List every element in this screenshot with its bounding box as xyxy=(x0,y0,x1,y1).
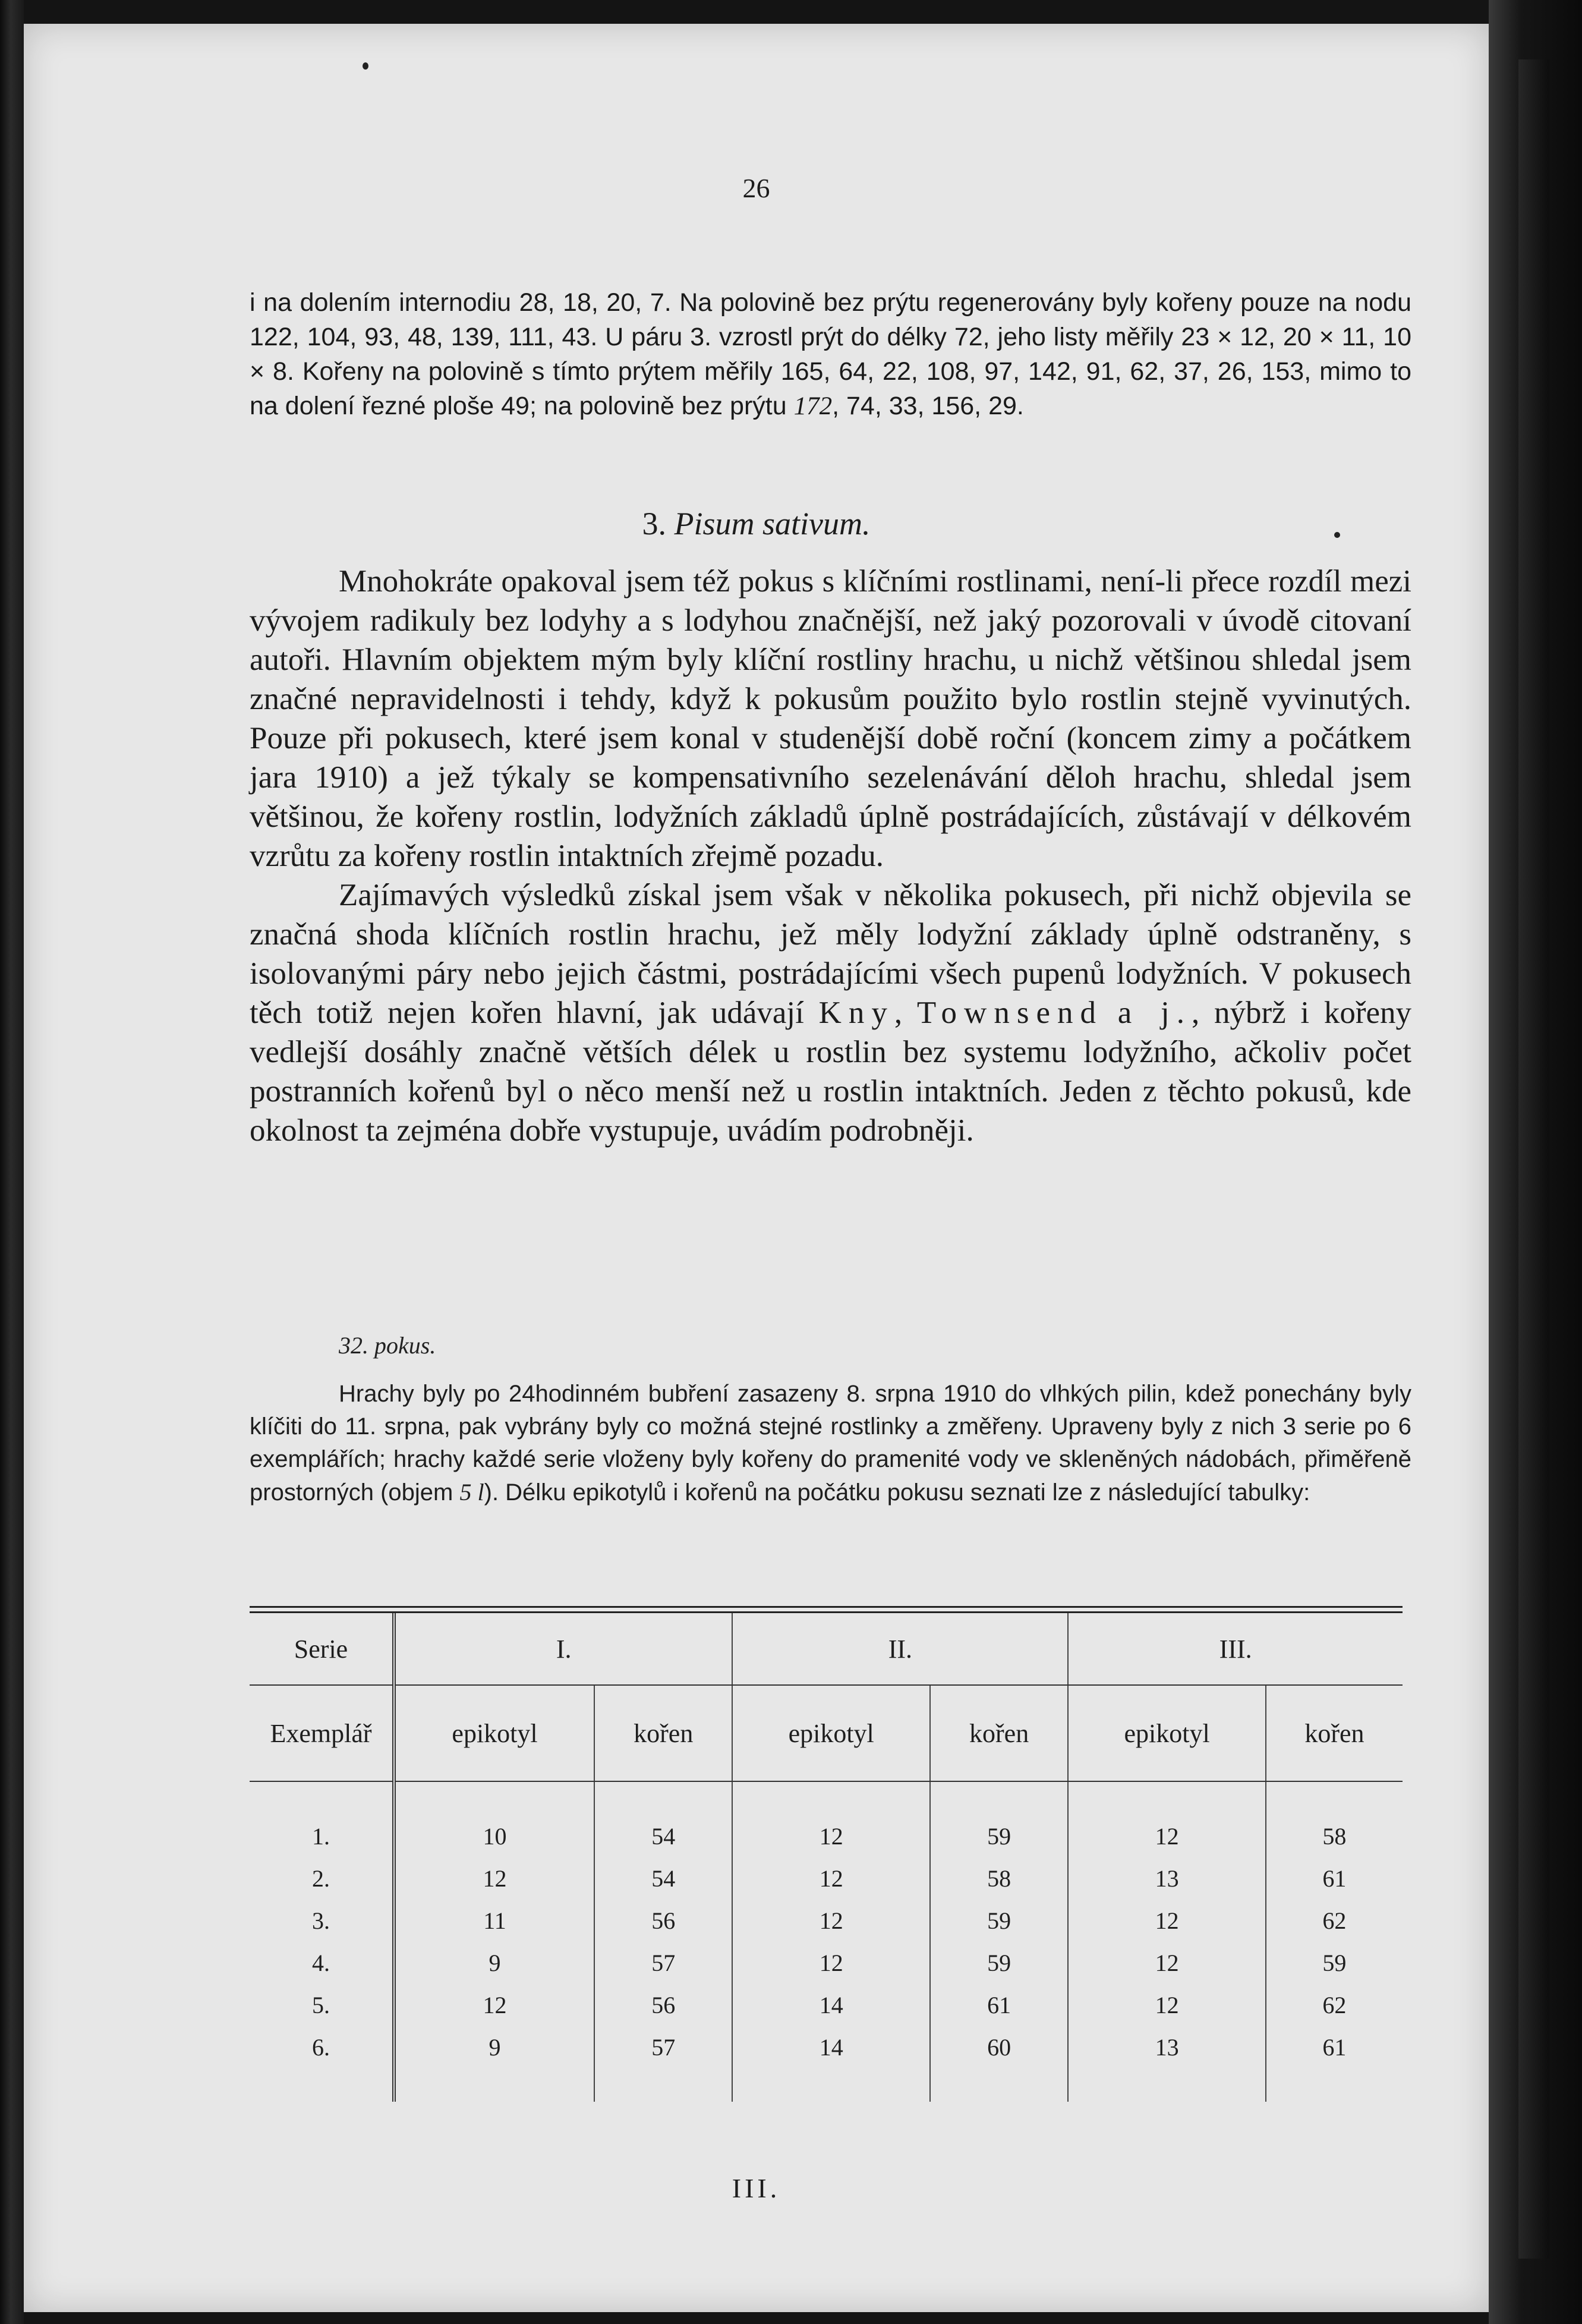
table-spacer xyxy=(250,2068,1403,2102)
intro-italic-value: 172 xyxy=(793,392,833,420)
header-exemplar: Exemplář xyxy=(250,1685,394,1781)
header-col: kořen xyxy=(1266,1685,1403,1781)
header-col: kořen xyxy=(594,1685,732,1781)
experiment-volume: 5 l xyxy=(459,1479,484,1506)
cell: 12 xyxy=(1068,1942,1266,1984)
header-series-3: III. xyxy=(1068,1613,1403,1685)
cell: 14 xyxy=(732,2026,930,2068)
cell: 13 xyxy=(1068,2026,1266,2068)
row-index: 6. xyxy=(312,2034,330,2061)
cell: 14 xyxy=(732,1984,930,2026)
cell: 12 xyxy=(1068,1984,1266,2026)
cell: 12 xyxy=(1068,1900,1266,1942)
table-header-series xyxy=(250,1613,1403,1685)
header-series-1: I. xyxy=(394,1613,732,1685)
body-paragraph-1: Mnohokráte opakoval jsem též pokus s klíčními rostlinami, není-li přece rozdíl mezi vývojem radikuly bez lodyhy a s lodyhou značnější, než jaký pozorovali v úvodě citovaní autoři. Hlavním objektem mým byly klíční rostliny hrachu, u nichž většinou shledal jsem značné nepravidelnosti i tehdy, když k pokusům použito bylo rostlin stejně vyvinutých. Pouze při pokusech, které jsem konal v studenější době roční (koncem zimy a počátkem jara 1910) a jež týkaly se kompensativního sezelenávání děloh hrachu, shledal jsem většinou, že kořeny rostlin, lodyžních základů úplně postrádajících, zůstávají v délkovém vzrůtu za kořeny rostlin intaktních zřejmě pozadu. xyxy=(250,564,1411,873)
section-title: Pisum sativum. xyxy=(674,506,871,541)
table-header-columns xyxy=(250,1685,1403,1781)
row-index: 1. xyxy=(312,1823,330,1850)
cell: 62 xyxy=(1266,1984,1403,2026)
cell: 59 xyxy=(930,1900,1068,1942)
cell: 59 xyxy=(930,1942,1068,1984)
cell: 60 xyxy=(930,2026,1068,2068)
page-number: 26 xyxy=(742,173,770,203)
cell: 56 xyxy=(594,1900,732,1942)
table-row xyxy=(250,1984,1403,2026)
header-serie: Serie xyxy=(250,1613,394,1685)
cell: 12 xyxy=(394,1984,594,2026)
cell: 59 xyxy=(1266,1942,1403,1984)
experiment-text-start: Hrachy byly po 24hodinném bubření zasazeny 8. srpna 1910 do vlhkých pilin, kdež ponechány byly klíčiti do 11. srpna, pak vybrány byly co možná stejné rostlinky a změřeny. Upraveny byly z nich 3 serie po 6 exemplářích; hrachy každé serie vloženy byly kořeny do pramenité vody ve skleněných nádobách, přiměřeně prostorných (objem xyxy=(250,1381,1411,1506)
table-row xyxy=(250,2026,1403,2068)
row-index: 4. xyxy=(312,1950,330,1976)
header-col: epikotyl xyxy=(732,1685,930,1781)
body-paragraph-2-end: , nýbrž i kořeny vedlejší dosáhly značně větších délek u rostlin bez systemu lodyžního, ačkoliv počet postranních kořenů byl o něco menší než u rostlin intaktních. Jeden z těchto pokusů, kde okolnost ta zejména dobře vystupuje, uvádím podrobněji. xyxy=(250,996,1412,1148)
body-block xyxy=(250,562,1411,1150)
experiment-paragraph xyxy=(250,1378,1411,1509)
measurement-table xyxy=(250,1613,1403,2102)
cell: 9 xyxy=(394,2026,594,2068)
cell: 56 xyxy=(594,1984,732,2026)
film-border-left xyxy=(0,0,24,2324)
author-connector: a j. xyxy=(1117,996,1192,1030)
header-col: kořen xyxy=(930,1685,1068,1781)
author-townsend: Townsend xyxy=(916,996,1103,1030)
cell: 54 xyxy=(594,1857,732,1900)
body-paragraph-2: Zajímavých výsledků získal jsem však v několika pokusech, při nichž objevila se značná shoda klíčních rostlin hrachu, jež měly lodyžní základy úplně odstraněny, s isolovanými páry nebo jejich částmi, postrádajícími všech pupenů lodyžních. V pokusech těch totiž nejen kořen hlavní, jak udávají Kny, Townsend a j., nýbrž i kořeny vedlejší dosáhly značně větších délek u rostlin bez systemu lodyžního, ačkoliv počet postranních kořenů byl o něco menší než u rostlin intaktních. Jeden z těchto pokusů, kde okolnost ta zejména dobře vystupuje, uvádím podrobněji. xyxy=(250,878,1412,1148)
cell: 61 xyxy=(1266,2026,1403,2068)
cell: 9 xyxy=(394,1942,594,1984)
row-index: 2. xyxy=(312,1865,330,1892)
header-series-2: II. xyxy=(732,1613,1068,1685)
header-col: epikotyl xyxy=(1068,1685,1266,1781)
table-spacer xyxy=(250,1781,1403,1815)
cell: 11 xyxy=(394,1900,594,1942)
cell: 58 xyxy=(930,1857,1068,1900)
cell: 61 xyxy=(1266,1857,1403,1900)
cell: 61 xyxy=(930,1984,1068,2026)
body-paragraph-2-start: Zajímavých výsledků získal jsem však v několika pokusech, při nichž objevila se značná shoda klíčních rostlin hrachu, jež měly lodyžní základy úplně odstraněny, s isolovanými páry nebo jejich částmi, postrádajícími všech pupenů lodyžních. V pokusech těch totiž nejen kořen hlavní, jak udávají xyxy=(250,878,1411,1030)
cell: 12 xyxy=(732,1857,930,1900)
document-page xyxy=(24,24,1489,2312)
cell: 54 xyxy=(594,1815,732,1857)
table-row xyxy=(250,1857,1403,1900)
table-row xyxy=(250,1815,1403,1857)
experiment-label: 32. pokus. xyxy=(339,1332,436,1359)
measurement-table-wrap xyxy=(250,1606,1403,2102)
cell: 57 xyxy=(594,1942,732,1984)
intro-tail: , 74, 33, 156, 29. xyxy=(832,392,1024,420)
dust-speck xyxy=(363,62,368,70)
intro-text: i na dolením internodiu 28, 18, 20, 7. Na polovině bez prýtu regenerovány byly kořeny pouze na nodu 122, 104, 93, 48, 139, 111, 43. U páru 3. vzrostl prýt do délky 72, jeho listy měřily 23 × 12, 20 × 11, 10 × 8. Kořeny na polovině s tímto prýtem měřily 165, 64, 22, 108, 97, 142, 91, 62, 37, 26, 153, mimo to na dolení řezné ploše 49; na polovině bez prýtu xyxy=(250,288,1411,420)
cell: 62 xyxy=(1266,1900,1403,1942)
cell: 12 xyxy=(732,1942,930,1984)
cell: 12 xyxy=(732,1900,930,1942)
experiment-text-end: ). Délku epikotylů i kořenů na počátku pokusu seznati lze z následující tabulky: xyxy=(484,1479,1310,1506)
cell: 59 xyxy=(930,1815,1068,1857)
experiment-block xyxy=(250,1378,1411,1509)
row-index: 3. xyxy=(312,1907,330,1934)
intro-block xyxy=(250,285,1411,424)
table-row xyxy=(250,1900,1403,1942)
cell: 13 xyxy=(1068,1857,1266,1900)
section-heading xyxy=(24,505,1489,542)
table-row xyxy=(250,1942,1403,1984)
film-edge-strip xyxy=(1518,59,1549,2259)
cell: 58 xyxy=(1266,1815,1403,1857)
header-col: epikotyl xyxy=(394,1685,594,1781)
cell: 10 xyxy=(394,1815,594,1857)
table-top-rule xyxy=(250,1606,1403,1613)
cell: 12 xyxy=(732,1815,930,1857)
signature-mark: III. xyxy=(732,2173,781,2203)
author-kny: Kny xyxy=(818,996,894,1030)
row-index: 5. xyxy=(312,1992,330,2018)
intro-paragraph xyxy=(250,285,1411,424)
cell: 12 xyxy=(394,1857,594,1900)
section-number: 3. xyxy=(642,506,666,541)
cell: 12 xyxy=(1068,1815,1266,1857)
cell: 57 xyxy=(594,2026,732,2068)
